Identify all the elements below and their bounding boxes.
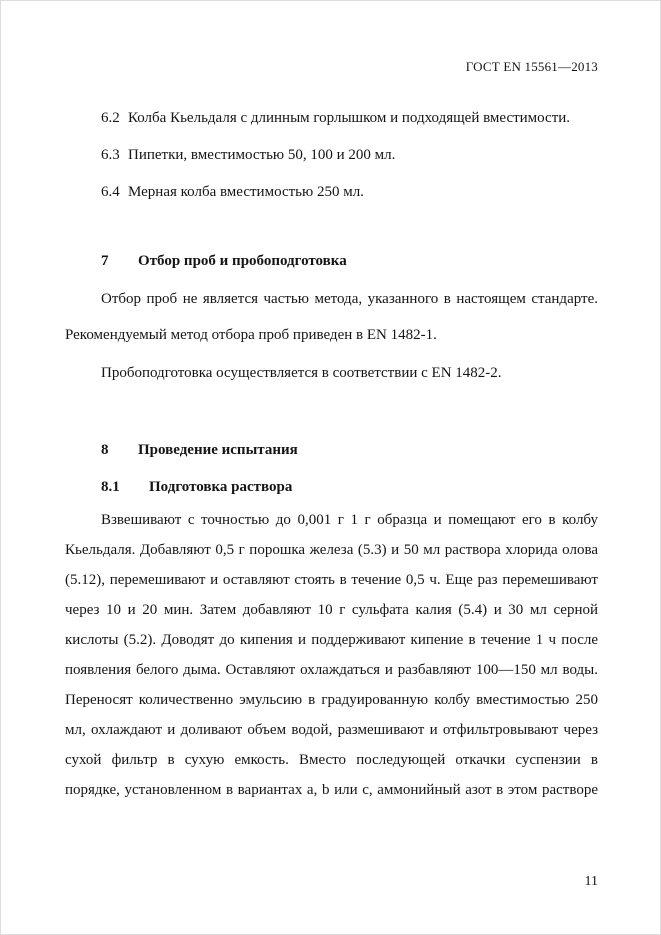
list-item-number: 6.3	[101, 147, 120, 163]
section-7-paragraph-2: Пробоподготовка осуществляется в соответствии с EN 1482-2.	[101, 365, 502, 381]
section-8-heading	[65, 441, 598, 460]
section-7-paragraph-1: Отбор проб не является частью метода, указанного в настоящем стандарте. Рекомендуемый метод отбора проб приведен в EN 1482-1.	[65, 291, 598, 343]
page-number: 11	[584, 874, 598, 889]
section-8-1-title: Подготовка раствора	[149, 479, 293, 495]
section-8-title: Проведение испытания	[138, 442, 298, 458]
section-7-number: 7	[101, 253, 109, 269]
section-8-number: 8	[101, 442, 109, 458]
list-item-number: 6.4	[101, 184, 120, 200]
section-8-1-number: 8.1	[101, 479, 120, 495]
section-7-heading	[65, 252, 598, 271]
list-item	[65, 146, 598, 165]
section-8-1-paragraph: Взвешивают с точностью до 0,001 г 1 г образца и помещают его в колбу Кьельдаля. Добавляют 0,5 г порошка железа (5.3) и 50 мл раствора хлорида олова (5.12), перемешивают и оставляют стоять в течение 0,5 ч. Еще раз перемешивают через 10 и 20 мин. Затем добавляют 10 г сульфата калия (5.4) и 30 мл серной кислоты (5.2). Доводят до кипения и поддерживают кипение в течение 1 ч после появления белого дыма. Оставляют охлаждаться и разбавляют 100—150 мл воды. Переносят количественно эмульсию в градуированную колбу вместимостью 250 мл, охлаждают и доливают объем водой, размешивают и отфильтровывают через сухой фильтр в сухую емкость. Вместо последующей откачки суспензии в порядке, установленном в вариантах a, b или c, аммонийный азот в этом растворе	[65, 512, 598, 798]
doc-header: ГОСТ EN 15561—2013	[465, 59, 598, 74]
list-item-text: Мерная колба вместимостью 250 мл.	[128, 184, 364, 200]
section-8-1-heading	[65, 478, 598, 497]
list-item-text: Пипетки, вместимостью 50, 100 и 200 мл.	[128, 147, 396, 163]
list-item-text: Колба Кьельдаля с длинным горлышком и подходящей вместимости.	[128, 110, 571, 126]
list-item	[65, 183, 598, 202]
equipment-list	[65, 109, 598, 202]
section-7-title: Отбор проб и пробоподготовка	[138, 253, 347, 269]
list-item	[65, 109, 598, 128]
list-item-number: 6.2	[101, 110, 120, 126]
